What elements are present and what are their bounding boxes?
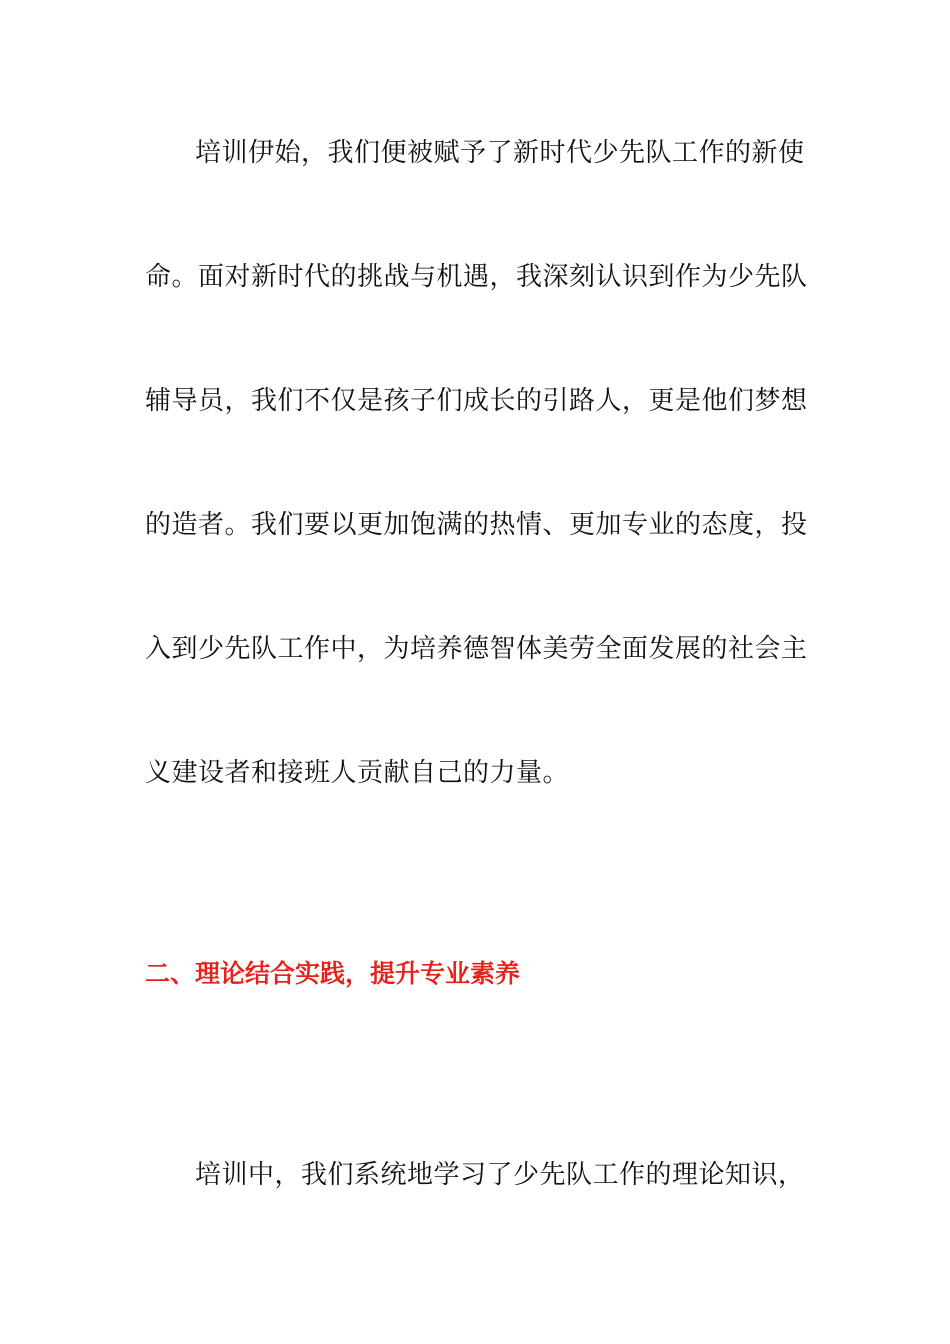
paragraph-line: 辅导员，我们不仅是孩子们成长的引路人，更是他们梦想 (145, 386, 808, 416)
paragraph-line: 的造者。我们要以更加饱满的热情、更加专业的态度，投 (145, 510, 808, 540)
section-heading: 二、理论结合实践，提升专业素养 (145, 959, 521, 988)
paragraph-line: 义建设者和接班人贡献自己的力量。 (145, 758, 570, 788)
paragraph-line: 培训中，我们系统地学习了少先队工作的理论知识， (195, 1160, 805, 1190)
paragraph-line: 入到少先队工作中，为培养德智体美劳全面发展的社会主 (145, 634, 808, 664)
paragraph-line: 命。面对新时代的挑战与机遇，我深刻认识到作为少先队 (145, 262, 808, 292)
paragraph-line: 培训伊始，我们便被赋予了新时代少先队工作的新使 (195, 138, 805, 168)
